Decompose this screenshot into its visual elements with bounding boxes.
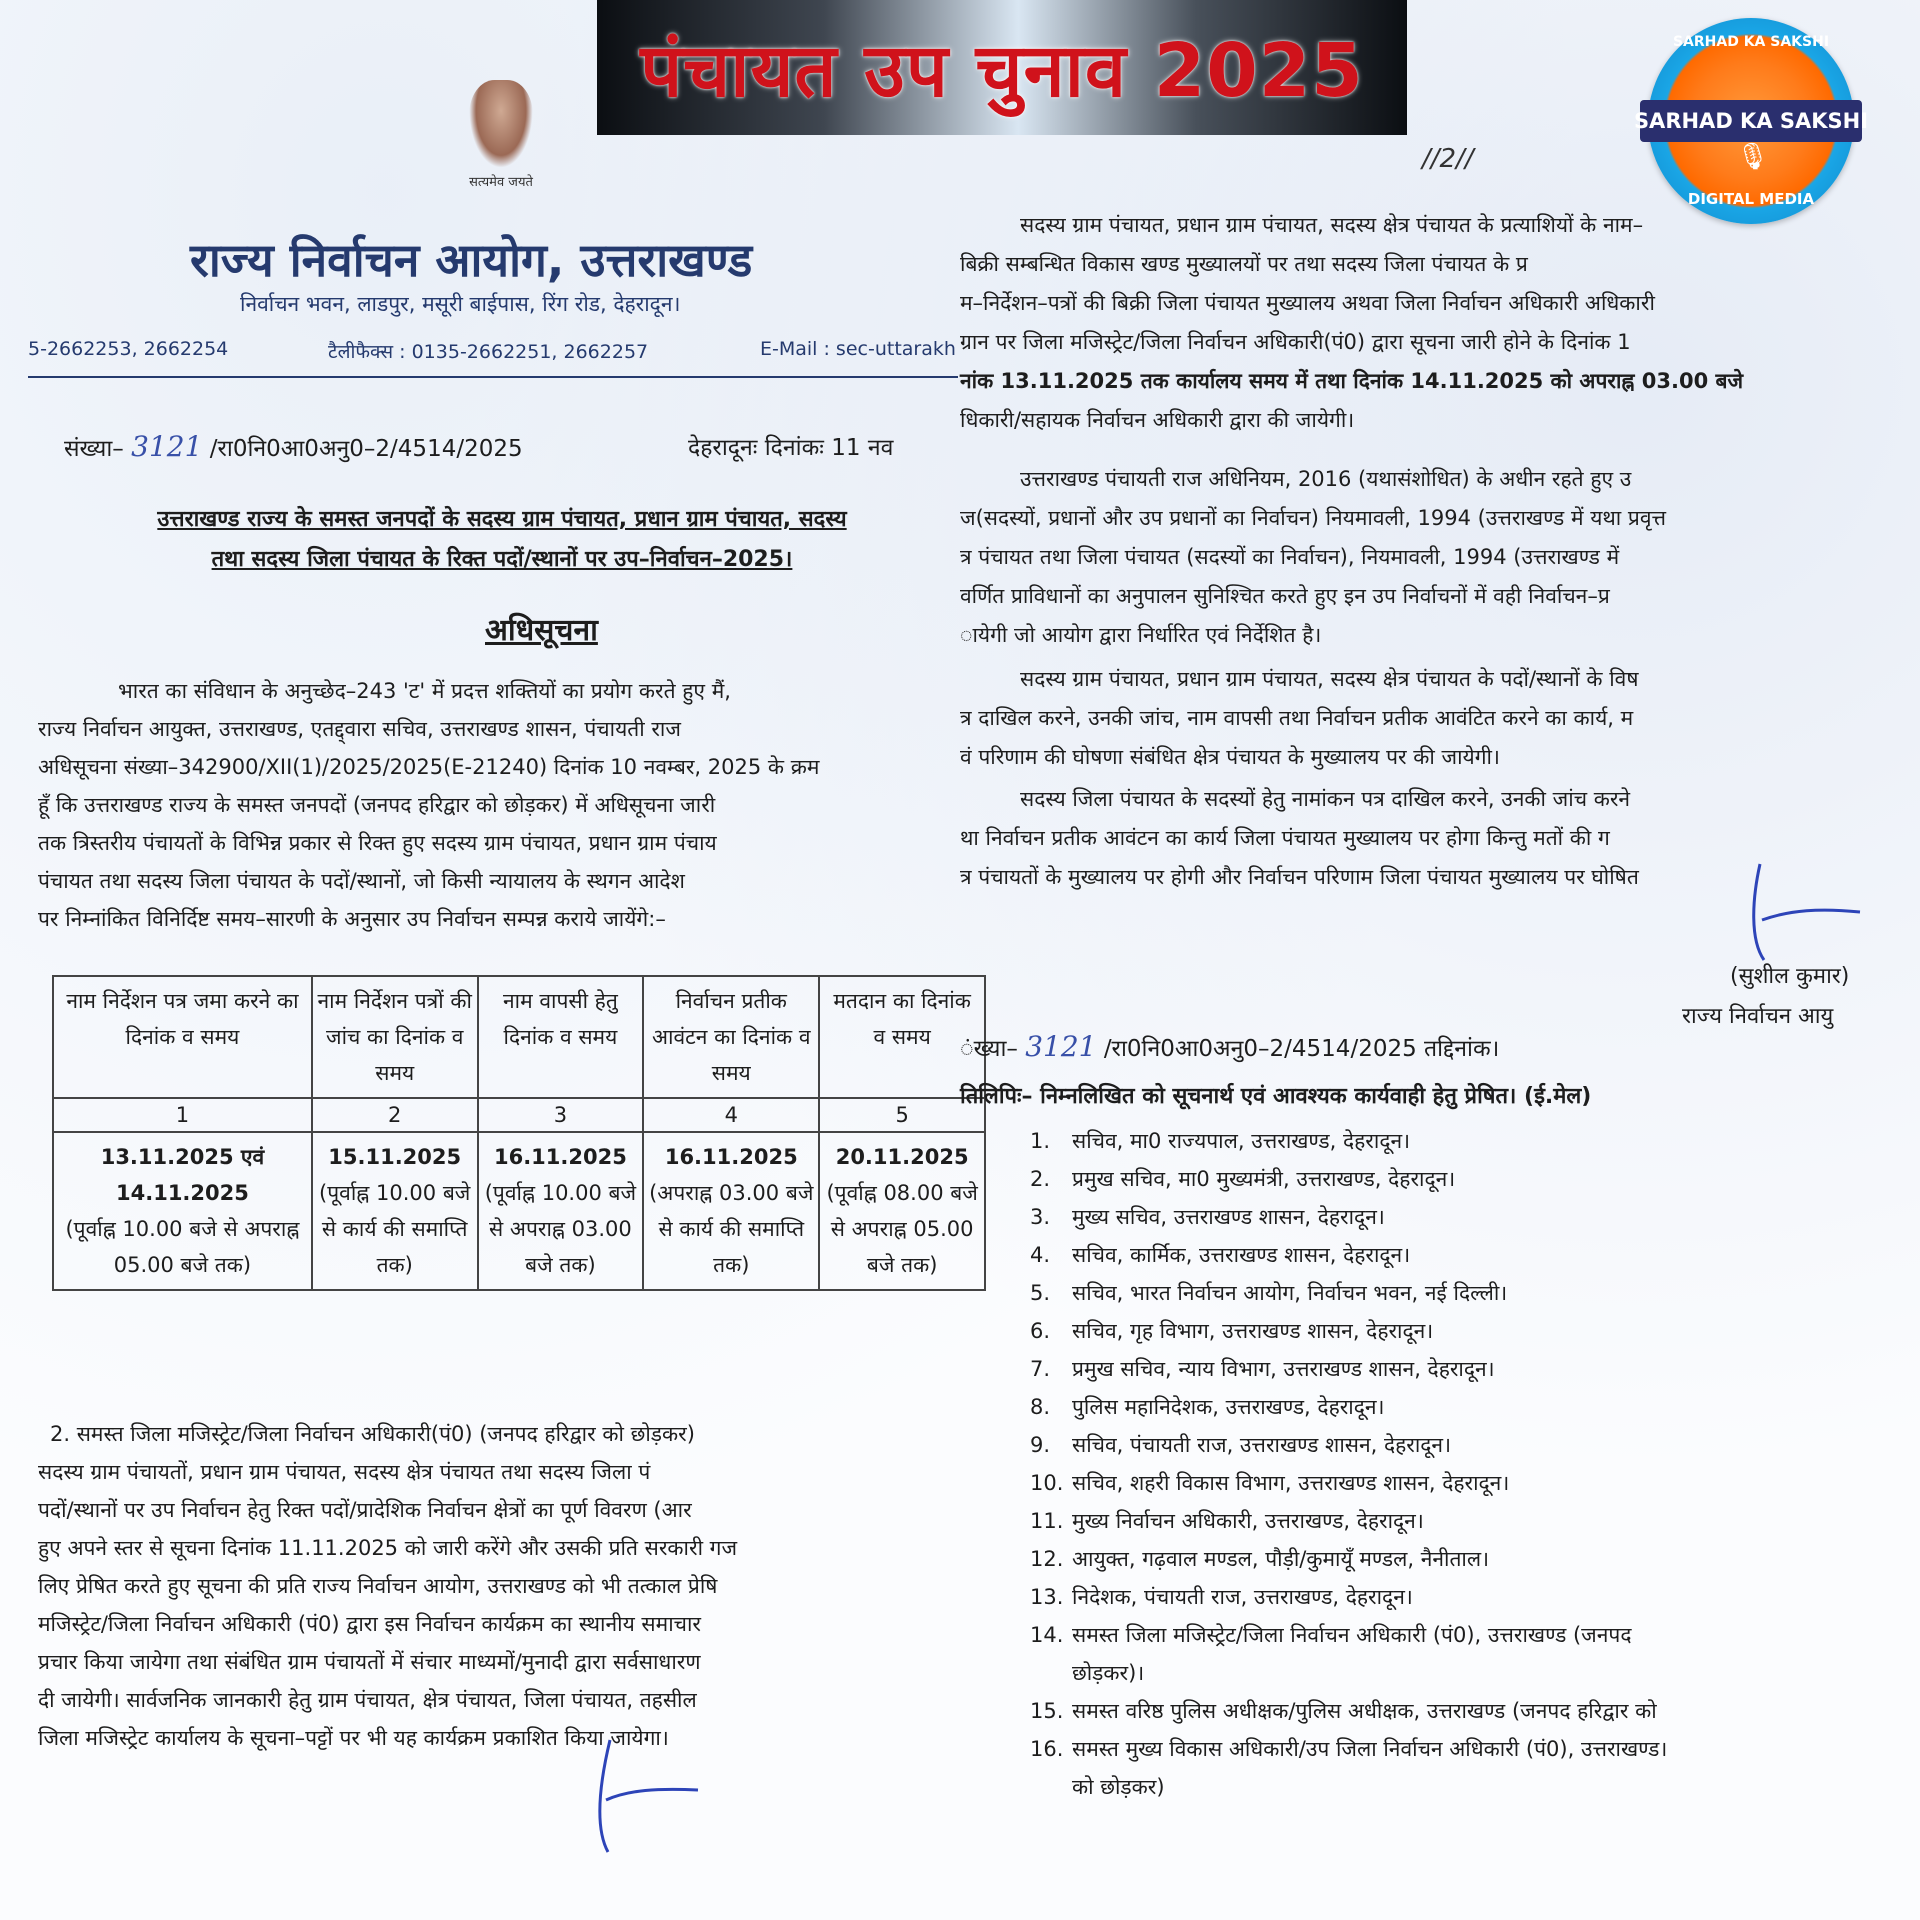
header-divider — [28, 376, 958, 378]
paragraph-nomination-sale: सदस्य ग्राम पंचायत, प्रधान ग्राम पंचायत, सदस्य क्षेत्र पंचायत के प्रत्याशियों के नाम– बिक्री सम्बन्धित विकास खण्ड मुख्यालयों पर तथा सदस्य जिला पंचायत के प्र म–निर्देशन–पत्रों की बिक्री जिला पंचायत मुख्यालय अथवा जिला निर्वाचन अधिकारी अधिकारी ग्रान पर जिला मजिस्ट्रेट/जिला निर्वाचन अधिकारी(पं0) द्वारा सूचना जारी होने के दिनांक 1 नांक 13.11.2025 तक कार्यालय समय में तथा दिनांक 14.11.2025 को अपराह्न 03.00 बजे धिकारी/सहायक निर्वाचन अधिकारी द्वारा की जायेगी। — [960, 213, 1744, 432]
microphone-icon: 🎙 — [1736, 142, 1770, 172]
list-item: 13. निदेशक, पंचायती राज, उत्तराखण्ड, देहरादून। — [1030, 1585, 1413, 1609]
emblem-motto: सत्यमेव जयते — [469, 175, 533, 190]
national-emblem-icon — [446, 80, 556, 210]
list-item: 5. सचिव, भारत निर्वाचन आयोग, निर्वाचन भवन, नई दिल्ली। — [1030, 1281, 1508, 1305]
table-cell: 16.11.2025 (पूर्वाह्न 10.00 बजे से अपराह्न 03.00 बजे तक) — [478, 1132, 644, 1290]
page-number: //2// — [1422, 144, 1474, 174]
copy-recipient-list — [1030, 1122, 1890, 1806]
list-item: 6. सचिव, गृह विभाग, उत्तराखण्ड शासन, देहरादून। — [1030, 1319, 1434, 1343]
list-item: 8. पुलिस महानिदेशक, उत्तराखण्ड, देहरादून। — [1030, 1395, 1385, 1419]
election-schedule-table — [52, 975, 986, 1291]
signatory-name: (सुशील कुमार) — [1730, 964, 1850, 989]
logo-name: SARHAD KA SAKSHI — [1640, 100, 1862, 142]
signatory-designation: राज्य निर्वाचन आयु — [1682, 1004, 1834, 1029]
notice-date: देहरादूनः दिनांकः 11 नव — [688, 435, 894, 461]
channel-logo — [1633, 18, 1869, 224]
list-item: 10. सचिव, शहरी विकास विभाग, उत्तराखण्ड शासन, देहरादून। — [1030, 1471, 1510, 1495]
email-address: E-Mail : sec-uttarakh — [760, 338, 956, 360]
copy-to-heading: तिलिपिः– निम्नलिखित को सूचनार्थ एवं आवश्यक कार्यवाही हेतु प्रेषित। (ई.मेल) — [960, 1084, 1592, 1109]
signature-mark — [588, 1730, 728, 1860]
column-number: 3 — [478, 1098, 644, 1132]
table-cell: 15.11.2025 (पूर्वाह्न 10.00 बजे से कार्य की समाप्ति तक) — [312, 1132, 478, 1290]
list-item: 2. प्रमुख सचिव, मा0 मुख्यमंत्री, उत्तराखण्ड, देहरादून। — [1030, 1167, 1456, 1191]
signature-mark — [1740, 860, 1880, 970]
list-item: 4. सचिव, कार्मिक, उत्तराखण्ड शासन, देहरादून। — [1030, 1243, 1411, 1267]
reference-number: संख्या– 3121 /रा0नि0आ0अनु0–2/4514/2025 — [64, 430, 523, 463]
notice-page-2 — [960, 130, 1890, 1920]
notice-page-1 — [28, 80, 978, 1870]
commission-title: राज्य निर्वाचन आयोग, उत्तराखण्ड — [190, 233, 753, 287]
list-item: 1. सचिव, मा0 राज्यपाल, उत्तराखण्ड, देहरादून। — [1030, 1129, 1411, 1153]
column-number: 1 — [53, 1098, 312, 1132]
list-item: 15. समस्त वरिष्ठ पुलिस अधीक्षक/पुलिस अधीक्षक, उत्तराखण्ड (जनपद हरिद्वार को — [1030, 1699, 1657, 1723]
table-cell: 16.11.2025 (अपराह्न 03.00 बजे से कार्य की समाप्ति तक) — [643, 1132, 819, 1290]
notice-subject: उत्तराखण्ड राज्य के समस्त जनपदों के सदस्य ग्राम पंचायत, प्रधान ग्राम पंचायत, सदस्य तथा सदस्य जिला पंचायत के रिक्त पदों/स्थानों पर उप–निर्वाचन–2025। — [157, 507, 847, 572]
headline-banner — [597, 0, 1407, 135]
paragraph-kshetra-panchayat: सदस्य ग्राम पंचायत, प्रधान ग्राम पंचायत, सदस्य क्षेत्र पंचायत के पदों/स्थानों के विष त्र दाखिल करने, उनकी जांच, नाम वापसी तथा निर्वाचन प्रतीक आवंटित करने का कार्य, म वं परिणाम की घोषणा संबंधित क्षेत्र पंचायत के मुख्यालय पर की जायेगी। — [960, 667, 1639, 769]
paragraph-rules: उत्तराखण्ड पंचायती राज अधिनियम, 2016 (यथासंशोधित) के अधीन रहते हुए उ ज(सदस्यों, प्रधानों और उप प्रधानों का निर्वाचन) नियमावली, 1994 (उत्तराखण्ड में यथा प्रवृत्त त्र पंचायत तथा जिला पंचायत (सदस्यों का निर्वाचन), नियमावली, 1994 (उत्तराखण्ड में वर्णित प्राविधानों का अनुपालन सुनिश्चित करते हुए इन उप निर्वाचनों में वही निर्वाचन–प्र ायेगी जो आयोग द्वारा निर्धारित एवं निर्देशित है। — [960, 467, 1667, 647]
logo-ring-text-top: SARHAD KA SAKSHI — [1672, 34, 1830, 50]
handwritten-ref-number: 3121 — [1025, 1030, 1097, 1063]
headline-title: पंचायत उप चुनाव 2025 — [640, 28, 1364, 114]
table-header: मतदान का दिनांक व समय — [819, 976, 985, 1098]
list-item: 16. समस्त मुख्य विकास अधिकारी/उप जिला निर्वाचन अधिकारी (पं0), उत्तराखण्ड। को छोड़कर) — [1030, 1737, 1668, 1799]
table-header-row — [53, 976, 985, 1098]
table-header: नाम निर्देशन पत्रों की जांच का दिनांक व समय — [312, 976, 478, 1098]
logo-ring-text-bottom: DIGITAL MEDIA — [1687, 190, 1815, 208]
column-number: 5 — [819, 1098, 985, 1132]
handwritten-ref-number: 3121 — [131, 430, 203, 463]
list-item: 7. प्रमुख सचिव, न्याय विभाग, उत्तराखण्ड शासन, देहरादून। — [1030, 1357, 1495, 1381]
copy-reference-number: ंख्या– 3121 /रा0नि0आ0अनु0–2/4514/2025 तद्दिनांक। — [960, 1030, 1500, 1063]
column-number: 4 — [643, 1098, 819, 1132]
table-cell: 13.11.2025 एवं 14.11.2025 (पूर्वाह्न 10.00 बजे से अपराह्न 05.00 बजे तक) — [53, 1132, 312, 1290]
table-header: निर्वाचन प्रतीक आवंटन का दिनांक व समय — [643, 976, 819, 1098]
notice-heading: अधिसूचना — [485, 613, 598, 648]
list-item: 14. समस्त जिला मजिस्ट्रेट/जिला निर्वाचन अधिकारी (पं0), उत्तराखण्ड (जनपद छोड़कर)। — [1030, 1623, 1632, 1685]
commission-address: निर्वाचन भवन, लाडपुर, मसूरी बाईपास, रिंग रोड, देहरादून। — [240, 292, 681, 316]
phone-numbers: 5-2662253, 2662254 — [28, 338, 229, 360]
table-header: नाम निर्देशन पत्र जमा करने का दिनांक व समय — [53, 976, 312, 1098]
table-header: नाम वापसी हेतु दिनांक व समय — [478, 976, 644, 1098]
notice-paragraph-2: 2. समस्त जिला मजिस्ट्रेट/जिला निर्वाचन अधिकारी(पं0) (जनपद हरिद्वार को छोड़कर) सदस्य ग्राम पंचायतों, प्रधान ग्राम पंचायत, सदस्य क्षेत्र पंचायत तथा सदस्य जिला पं पदों/स्थानों पर उप निर्वाचन हेतु रिक्त पदों/प्रादेशिक निर्वाचन क्षेत्रों का पूर्ण विवरण (आर हुए अपने स्तर से सूचना दिनांक 11.11.2025 को जारी करेंगे और उसकी प्रति सरकारी गज लिए प्रेषित करते हुए सूचना की प्रति राज्य निर्वाचन आयोग, उत्तराखण्ड को भी तत्काल प्रेषि मजिस्ट्रेट/जिला निर्वाचन अधिकारी (पं0) द्वारा इस निर्वाचन कार्यक्रम का स्थानीय समाचार प्रचार किया जायेगा तथा संबंधित ग्राम पंचायतों में संचार माध्यमों/मुनादी द्वारा सर्वसाधारण दी जायेगी। सार्वजनिक जानकारी हेतु ग्राम पंचायत, क्षेत्र पंचायत, जिला पंचायत, तहसील जिला मजिस्ट्रेट कार्यालय के सूचना–पट्टों पर भी यह कार्यक्रम प्रकाशित किया जायेगा। — [38, 1422, 738, 1750]
paragraph-zila-panchayat: सदस्य जिला पंचायत के सदस्यों हेतु नामांकन पत्र दाखिल करने, उनकी जांच करने था निर्वाचन प्रतीक आवंटन का कार्य जिला पंचायत मुख्यालय पर होगा किन्तु मतों की ग त्र पंचायतों के मुख्यालय पर होगी और निर्वाचन परिणाम जिला पंचायत मुख्यालय पर घोषित — [960, 787, 1639, 889]
table-cell: 20.11.2025 (पूर्वाह्न 08.00 बजे से अपराह्न 05.00 बजे तक) — [819, 1132, 985, 1290]
list-item: 12. आयुक्त, गढ़वाल मण्डल, पौड़ी/कुमायूँ मण्डल, नैनीताल। — [1030, 1547, 1490, 1571]
list-item: 3. मुख्य सचिव, उत्तराखण्ड शासन, देहरादून। — [1030, 1205, 1385, 1229]
table-row — [53, 1132, 985, 1290]
column-number: 2 — [312, 1098, 478, 1132]
telefax-numbers: टैलीफैक्स : 0135-2662251, 2662257 — [328, 341, 649, 363]
list-item: 9. सचिव, पंचायती राज, उत्तराखण्ड शासन, देहरादून। — [1030, 1433, 1452, 1457]
notice-paragraph-1: भारत का संविधान के अनुच्छेद–243 'ट' में प्रदत्त शक्तियों का प्रयोग करते हुए मैं, राज्य निर्वाचन आयुक्त, उत्तराखण्ड, एतद्द्वारा सचिव, उत्तराखण्ड शासन, पंचायती राज अधिसूचना संख्या–342900/XII(1)/2025/2025(E-21240) दिनांक 10 नवम्बर, 2025 के क्रम हूँ कि उत्तराखण्ड राज्य के समस्त जनपदों (जनपद हरिद्वार को छोड़कर) में अधिसूचना जारी तक त्रिस्तरीय पंचायतों के विभिन्न प्रकार से रिक्त हुए सदस्य ग्राम पंचायत, प्रधान ग्राम पंचाय पंचायत तथा सदस्य जिला पंचायत के पदों/स्थानों, जो किसी न्यायालय के स्थगन आदेश पर निम्नांकित विनिर्दिष्ट समय–सारणी के अनुसार उप निर्वाचन सम्पन्न कराये जायेंगे:– — [38, 679, 820, 931]
list-item: 11. मुख्य निर्वाचन अधिकारी, उत्तराखण्ड, देहरादून। — [1030, 1509, 1424, 1533]
table-number-row — [53, 1098, 985, 1132]
